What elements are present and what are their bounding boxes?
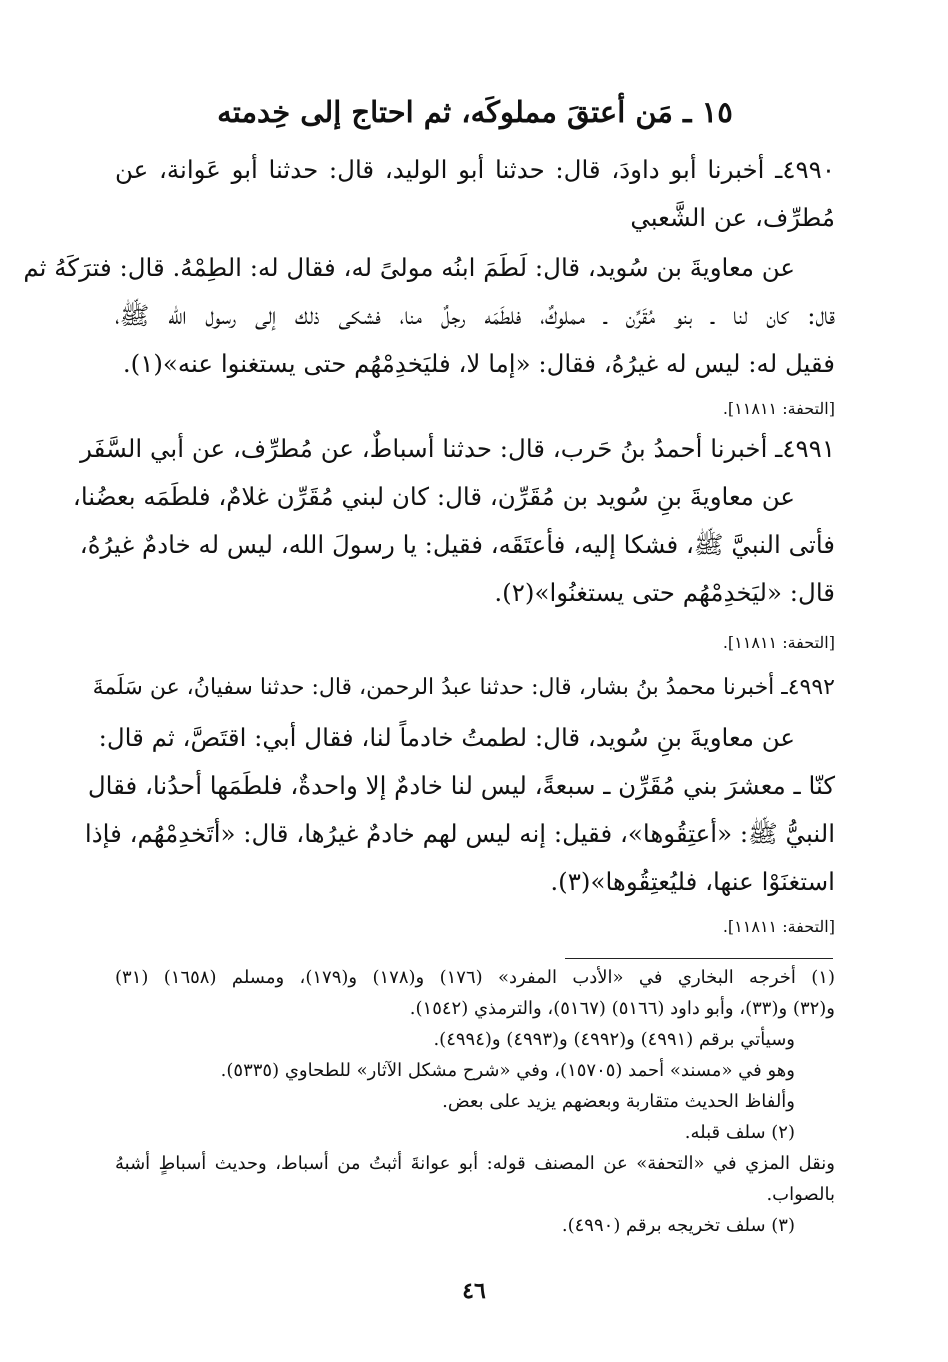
hadith-line: كنّا ـ معشرَ بني مُقَرِّن ـ سبعةً، ليس لنا خادمٌ إلا واحدةٌ، فلطَمَها أحدُنا، فقال <box>87 771 835 800</box>
chapter-title: ١٥ ـ مَن أعتقَ مملوكَه، ثم احتاج إلى خِدمته <box>217 95 733 129</box>
hadith-line: استغنَوْا عنها، فليُعتِقُوها»(٣). <box>550 867 835 896</box>
tuhfa-reference: [التحفة: ١١٨١١]. <box>722 917 835 936</box>
footnote-line: وألفاظ الحديث متقاربة وبعضهم يزيد على بعض. <box>442 1091 795 1112</box>
footnote-line: (٣) سلف تخريجه برقم (٤٩٩٠). <box>561 1215 795 1236</box>
footnote-line: (٢) سلف قبله. <box>684 1122 795 1143</box>
footnote-line: وهو في «مسند» أحمد (١٥٧٠٥)، وفي «شرح مشكل الآثار» للطحاوي (٥٣٣٥). <box>220 1060 795 1081</box>
footnote-line: (١) أخرجه البخاري في «الأدب المفرد» (١٧٦) و(١٧٨) و(١٧٩)، ومسلم (١٦٥٨) (٣١) <box>115 967 835 988</box>
tuhfa-reference: [التحفة: ١١٨١١]. <box>722 633 835 652</box>
page-number: ٤٦ <box>462 1278 486 1304</box>
hadith-line: قال: «ليَخدِمْهُم حتى يستغنُوا»(٢). <box>494 578 835 607</box>
tuhfa-reference: [التحفة: ١١٨١١]. <box>722 399 835 418</box>
hadith-line: النبيُّ ﷺ: «أعتِقُوها»، فقيل: إنه ليس لهم خادمٌ غيرُها، قال: «أتَخدِمْهُم، فإذا <box>84 819 835 848</box>
hadith-line: ٤٩٩٢ـ أخبرنا محمدُ بنُ بشار، قال: حدثنا عبدُ الرحمن، قال: حدثنا سفيانُ، عن سَلَمةَ <box>92 675 835 700</box>
footnote-line: ونقل المزي في «التحفة» عن المصنف قوله: أبو عوانةَ أثبتُ من أسباط، وحديث أسباطٍ أشبهُ <box>115 1153 835 1174</box>
hadith-line: مُطرِّف، عن الشَّعبي <box>630 203 835 232</box>
hadith-line: فأتى النبيَّ ﷺ، فشكا إليه، فأعتَقَه، فقيل: يا رسولَ الله، ليس له خادمٌ غيرُهُ، <box>79 530 835 559</box>
hadith-line: ٤٩٩١ـ أخبرنا أحمدُ بنُ حَرب، قال: حدثنا أسباطٌ، عن مُطرِّف، عن أبي السَّفَر <box>80 434 835 463</box>
hadith-4991 <box>72 425 835 617</box>
footnote-separator <box>565 958 833 959</box>
footnote-line: و(٣٢) و(٣٣)، وأبو داود (٥١٦٦) (٥١٦٧)، والترمذي (١٥٤٢). <box>409 998 835 1019</box>
hadith-line: عن معاويةَ بن سُويد، قال: لَطَمَ ابنُه مولىً له، فقال له: الطِمْهُ. قال: فترَكَهُ ثم <box>23 253 795 282</box>
hadith-line: عن معاويةَ بنِ سُويد بن مُقَرِّن، قال: كان لبني مُقَرِّن غلامٌ، فلطَمَه بعضُنا، <box>72 482 795 511</box>
hadith-line: ٤٩٩٠ـ أخبرنا أبو داودَ، قال: حدثنا أبو الوليد، قال: حدثنا أبو عَوانة، عن <box>115 155 835 184</box>
footnotes <box>115 962 835 1241</box>
hadith-4992 <box>84 664 835 906</box>
hadith-line: قال: كان لنا ـ بنو مُقَرِّن ـ مملوكٌ، فلطَمَه رجلٌ منا، فشكى ذلك إلى رسول الله ﷺ، <box>115 301 835 330</box>
hadith-4990 <box>23 146 835 388</box>
footnote-line: بالصواب. <box>766 1184 835 1205</box>
hadith-line: عن معاويةَ بنِ سُويد، قال: لطمتُ خادماً لنا، فقال أبي: اقتَصَّ، ثم قال: <box>98 723 795 752</box>
hadith-line: فقيل له: ليس له غيرُهُ، فقال: «إما لا، فليَخدِمْهُم حتى يستغنوا عنه»(١). <box>122 349 835 378</box>
footnote-line: وسيأتي برقم (٤٩٩١) و(٤٩٩٢) و(٤٩٩٣) و(٤٩٩٤). <box>433 1029 795 1050</box>
